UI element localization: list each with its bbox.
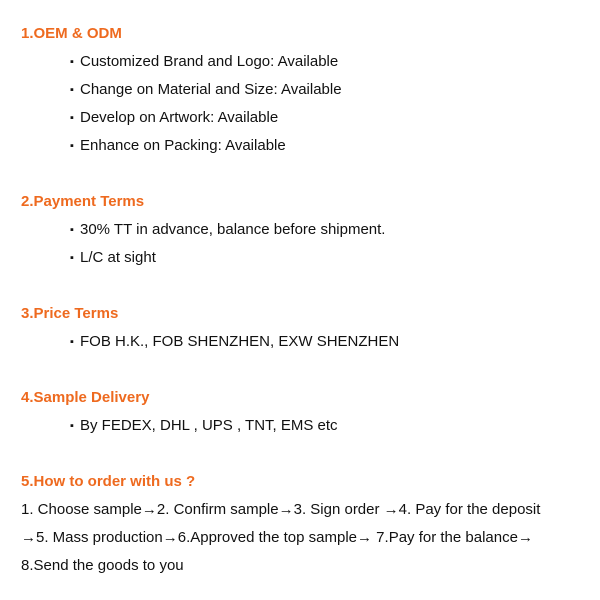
bullet-icon: ▪ [70, 252, 74, 264]
order-steps-line: →5. Mass production→6.Approved the top sample→ 7.Pay for the balance→ [21, 529, 533, 546]
list-item-text: Customized Brand and Logo: Available [80, 53, 339, 70]
list-item-text: By FEDEX, DHL , UPS , TNT, EMS etc [80, 417, 338, 434]
list-item-text: Develop on Artwork: Available [80, 109, 279, 126]
order-steps-line: 8.Send the goods to you [21, 557, 184, 574]
list-item-text: Change on Material and Size: Available [80, 81, 342, 98]
section-heading-how-to-order: 5.How to order with us ? [21, 473, 196, 490]
bullet-icon: ▪ [70, 140, 74, 152]
list-item-text: Enhance on Packing: Available [80, 137, 286, 154]
bullet-icon: ▪ [70, 224, 74, 236]
list-item [70, 52, 338, 72]
list-item [70, 416, 338, 436]
bullet-icon: ▪ [70, 420, 74, 432]
section-heading-payment-terms: 2.Payment Terms [21, 193, 145, 210]
list-item [70, 220, 385, 240]
list-item-text: FOB H.K., FOB SHENZHEN, EXW SHENZHEN [80, 333, 400, 350]
section-heading-oem-odm: 1.OEM & ODM [21, 25, 122, 42]
list-item [70, 332, 399, 352]
list-item [70, 80, 342, 100]
list-item [70, 248, 156, 268]
list-item [70, 136, 286, 156]
section-heading-sample-delivery: 4.Sample Delivery [21, 389, 150, 406]
bullet-icon: ▪ [70, 336, 74, 348]
list-item-text: 30% TT in advance, balance before shipment. [80, 221, 386, 238]
section-heading-price-terms: 3.Price Terms [21, 305, 119, 322]
order-steps-line: 1. Choose sample→2. Confirm sample→3. Sign order →4. Pay for the deposit [21, 501, 541, 518]
bullet-icon: ▪ [70, 112, 74, 124]
bullet-icon: ▪ [70, 84, 74, 96]
list-item-text: L/C at sight [80, 249, 156, 266]
bullet-icon: ▪ [70, 56, 74, 68]
list-item [70, 108, 278, 128]
